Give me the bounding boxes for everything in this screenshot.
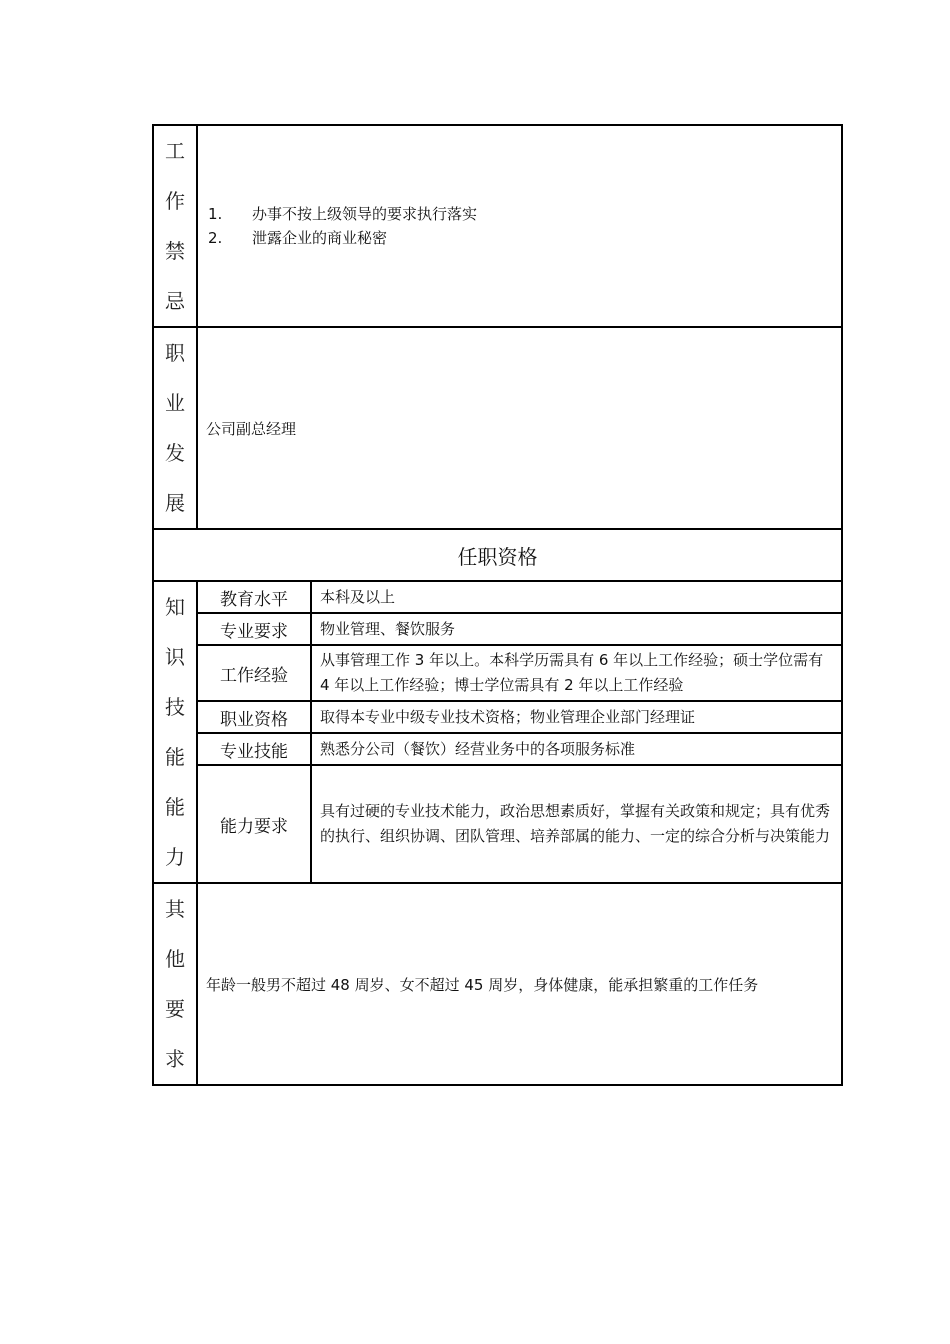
label-char: 能	[165, 745, 185, 769]
label-char: 力	[165, 845, 185, 869]
major-label: 专业要求	[197, 613, 311, 645]
qual-row	[153, 701, 842, 733]
list-text: 办事不按上级领导的要求执行落实	[252, 205, 478, 223]
section-title: 任职资格	[153, 529, 842, 581]
career-text: 公司副总经理	[206, 419, 297, 438]
qual-row	[153, 645, 842, 701]
label-char: 工	[165, 139, 185, 163]
other-row	[153, 883, 842, 1085]
label-char: 识	[165, 645, 185, 669]
other-label	[153, 883, 197, 1085]
qual-row	[153, 581, 842, 613]
label-char: 发	[165, 441, 185, 465]
prohibitions-content	[197, 125, 842, 327]
label-char: 知	[165, 595, 185, 619]
label-char: 业	[165, 391, 185, 415]
certification-value: 取得本专业中级专业技术资格；物业管理企业部门经理证	[311, 701, 842, 733]
list-item	[206, 202, 841, 226]
other-text: 年龄一般男不超过 48 周岁、女不超过 45 周岁，身体健康，能承担繁重的工作任务	[206, 975, 759, 994]
label-char: 要	[165, 997, 185, 1021]
list-number: 2.	[208, 229, 223, 247]
career-row	[153, 327, 842, 529]
qualifications-label	[153, 581, 197, 883]
label-char: 能	[165, 795, 185, 819]
qual-row	[153, 765, 842, 883]
label-char: 求	[165, 1047, 185, 1071]
qualifications-title-row	[153, 529, 842, 581]
ability-label: 能力要求	[197, 765, 311, 883]
label-char: 职	[165, 341, 185, 365]
list-number: 1.	[208, 205, 223, 223]
label-char: 展	[165, 491, 185, 515]
label-char: 禁	[165, 239, 185, 263]
prohibitions-label	[153, 125, 197, 327]
career-content	[197, 327, 842, 529]
experience-value: 从事管理工作 3 年以上。本科学历需具有 6 年以上工作经验；硕士学位需有 4 年以上工作经验；博士学位需具有 2 年以上工作经验	[311, 645, 842, 701]
list-item	[206, 226, 841, 250]
other-content	[197, 883, 842, 1085]
skills-value: 熟悉分公司（餐饮）经营业务中的各项服务标准	[311, 733, 842, 765]
label-char: 技	[165, 695, 185, 719]
skills-label: 专业技能	[197, 733, 311, 765]
label-char: 其	[165, 897, 185, 921]
career-label	[153, 327, 197, 529]
ability-value: 具有过硬的专业技术能力，政治思想素质好，掌握有关政策和规定；具有优秀的执行、组织协调、团队管理、培养部属的能力、一定的综合分析与决策能力	[311, 765, 842, 883]
experience-label: 工作经验	[197, 645, 311, 701]
education-label: 教育水平	[197, 581, 311, 613]
job-requirements-table	[152, 124, 843, 1086]
education-value: 本科及以上	[311, 581, 842, 613]
label-char: 忌	[165, 289, 185, 313]
major-value: 物业管理、餐饮服务	[311, 613, 842, 645]
list-text: 泄露企业的商业秘密	[252, 229, 388, 247]
certification-label: 职业资格	[197, 701, 311, 733]
label-char: 作	[165, 189, 185, 213]
label-char: 他	[165, 947, 185, 971]
qual-row	[153, 613, 842, 645]
prohibitions-row	[153, 125, 842, 327]
qual-row	[153, 733, 842, 765]
